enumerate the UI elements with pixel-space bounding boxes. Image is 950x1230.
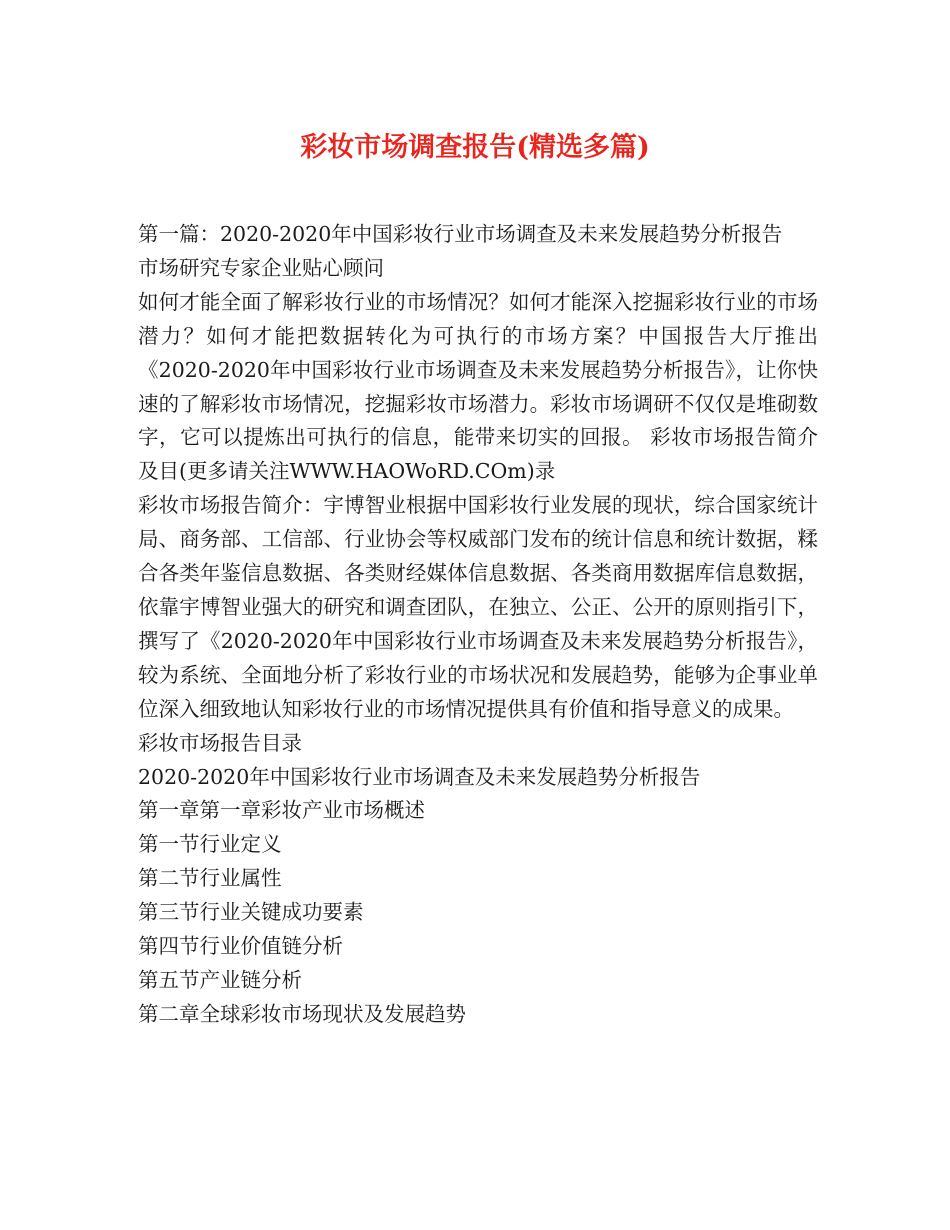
paragraph-article-heading: 第一篇：2020-2020年中国彩妆行业市场调查及未来发展趋势分析报告 (138, 222, 783, 246)
toc-item: 第五节产业链分析 (138, 967, 302, 992)
paragraph-tagline: 市场研究专家企业贴心顾问 (138, 255, 384, 280)
paragraph-report-title: 2020-2020年中国彩妆行业市场调查及未来发展趋势分析报告 (138, 764, 701, 789)
toc-item: 第二章全球彩妆市场现状及发展趋势 (138, 1001, 466, 1026)
paragraph-toc-heading: 彩妆市场报告目录 (138, 730, 302, 755)
document-body (138, 218, 818, 1032)
paragraph-intro: 如何才能全面了解彩妆行业的市场情况？如何才能深入挖掘彩妆行业的市场潜力？如何才能把数据转化为可执行的市场方案？中国报告大厅推出《2020-2020年中国彩妆行业市场调查及未来发展趋势分析报告》，让你快速的了解彩妆市场情况，挖掘彩妆市场潜力。彩妆市场调研不仅仅是堆砌数字，它可以提炼出可执行的信息，能带来切实的回报。 彩妆市场报告简介及目(更多请关注WWW.HAOWoRD.COm)录 (138, 289, 818, 484)
toc-item: 第二节行业属性 (138, 866, 282, 891)
toc-item: 第一节行业定义 (138, 832, 282, 857)
paragraph-report-summary: 彩妆市场报告简介：宇博智业根据中国彩妆行业发展的现状，综合国家统计局、商务部、工信部、行业协会等权威部门发布的统计信息和统计数据，糅合各类年鉴信息数据、各类财经媒体信息数据、各类商用数据库信息数据，依靠宇博智业强大的研究和调查团队，在独立、公正、公开的原则指引下，撰写了《2020-2020年中国彩妆行业市场调查及未来发展趋势分析报告》，较为系统、全面地分析了彩妆行业的市场状况和发展趋势，能够为企事业单位深入细致地认知彩妆行业的市场情况提供具有价值和指导意义的成果。 (138, 493, 818, 721)
toc-item: 第三节行业关键成功要素 (138, 900, 364, 925)
toc-item: 第一章第一章彩妆产业市场概述 (138, 798, 425, 823)
toc-item: 第四节行业价值链分析 (138, 934, 343, 959)
document-title: 彩妆市场调查报告(精选多篇) (300, 132, 650, 163)
